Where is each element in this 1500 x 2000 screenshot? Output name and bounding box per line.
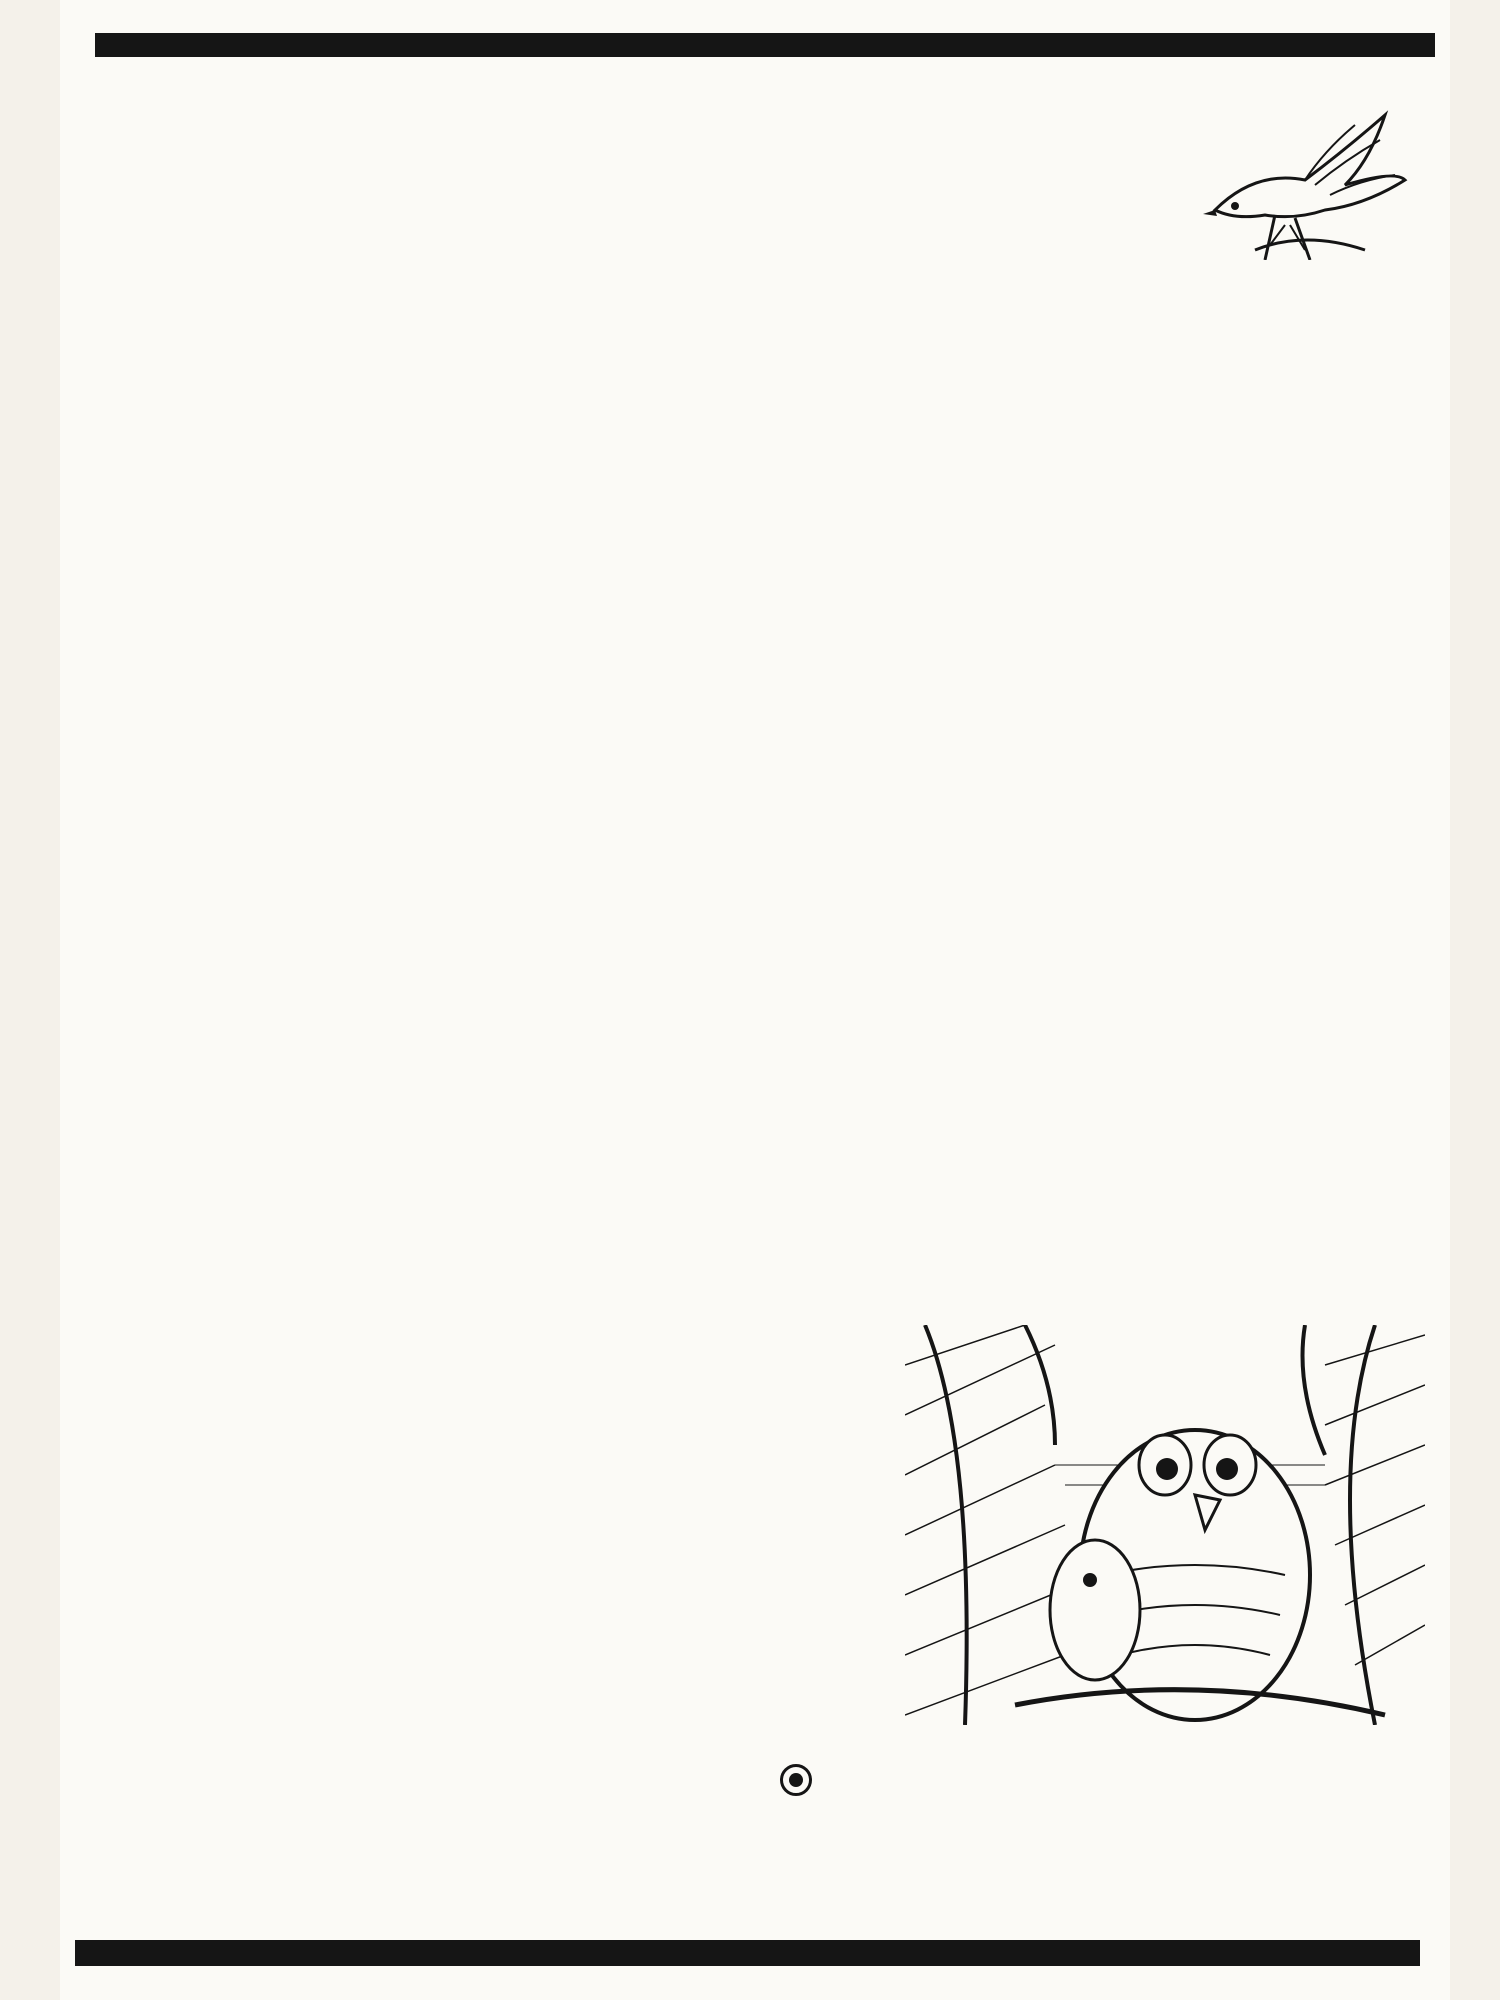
top-rule [95,33,1435,57]
owl-illustration [905,1325,1425,1725]
target-icon [780,1764,812,1796]
bottom-rule [75,1940,1420,1966]
moral-block [780,1755,1425,1811]
eagle-illustration [1195,110,1410,260]
